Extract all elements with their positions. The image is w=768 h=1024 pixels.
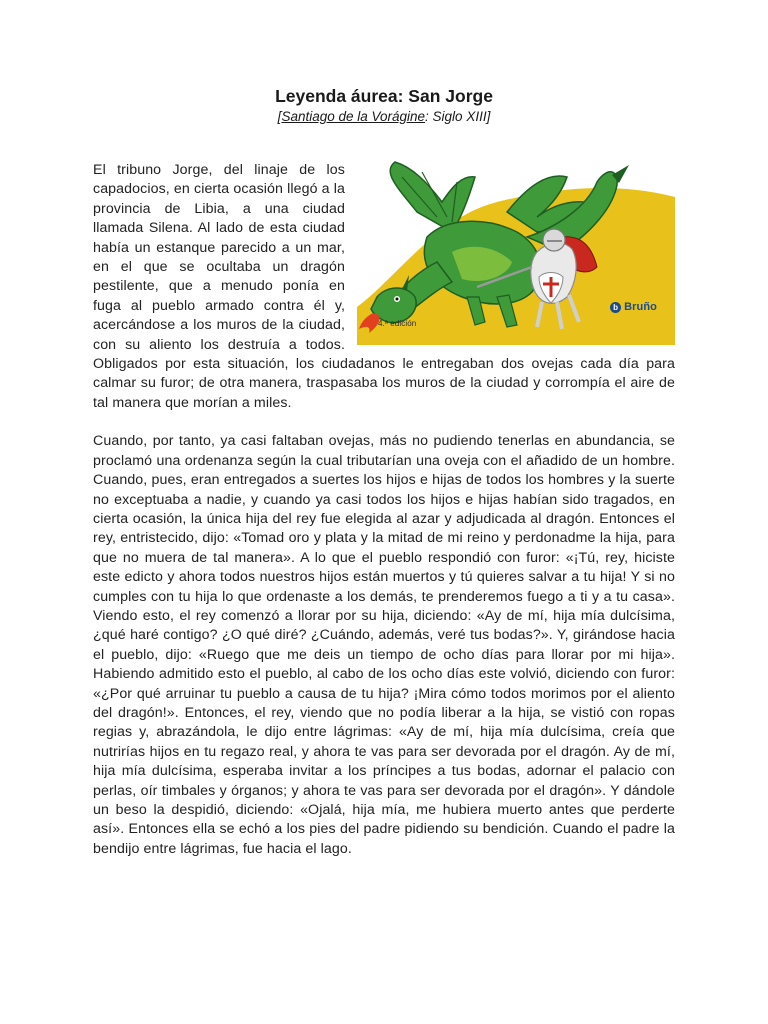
subtitle-bracket-open: [	[277, 109, 282, 124]
document-body	[93, 161, 675, 859]
publisher-logo-icon: b	[610, 302, 621, 313]
publisher-logo-text: Bruño	[624, 300, 657, 313]
document-subtitle	[0, 109, 768, 124]
edition-label: 4.ª edición	[378, 318, 417, 328]
author-link[interactable]: Santiago de la Vorágine	[281, 109, 426, 124]
paragraph: Cuando, por tanto, ya casi faltaban ovejas, más no pudiendo tenerlas en abundancia, se proclamó una ordenanza según la cual tributarían una oveja con el añadido de un hombre. Cuando, pues, eran entregados a suertes los hijos e hijas de todos los hombres y la suerte no exceptuaba a nadie, y cuando ya casi todos los hijos e hijas habían sido tragados, en cierta ocasión, la única hija del rey fue elegida al azar y adjudicada al dragón. Entonces el rey, entristecido, dijo: «Tomad oro y plata y la mitad de mi reino y perdonadme la hija, para que no muera de tal manera». A lo que el pueblo respondió con furor: «¡Tú, rey, hiciste este edicto y ahora todos nuestros hijos están muertos y tú quieres salvar a tu hija! Y si no cumples con tu hija lo que ordenaste a los demás, te prenderemos fuego a ti y a tu casa». Viendo esto, el rey comenzó a llorar por su hija, diciendo: «Ay de mí, hija mía dulcísima, ¿qué haré contigo? ¿O qué diré? ¿Cuándo, además, veré tus bodas?». Y, girándose hacia el pueblo, dijo: «Ruego que me deis un tiempo de ocho días para llorar por mi hija». Habiendo admitido esto el pueblo, al cabo de los ocho días este volvió, diciendo con furor: «¿Por qué arruinar tu pueblo a causa de tu hija? ¡Mira cómo todos morimos por el aliento del dragón!». Entonces, el rey, viendo que no podía liberar a la hija, se vistió con ropas regias y, abrazándola, le dijo entre lágrimas: «Ay de mí, hija mía dulcísima, creía que nutrirías hijos en tu regazo real, y ahora te vas para ser devorada por el dragón. Ay de mí, hija mía dulcísima, esperaba invitar a los príncipes a tus bodas, adornar el palacio con perlas, oír timbales y órganos; y ahora te vas para ser devorada por el dragón». Y dándole un beso la despidió, diciendo: «Ojalá, hija mía, me hubiera muerto antes que perderte así». Entonces ella se echó a los pies del padre pidiendo su bendición. Cuando el padre la bendijo entre lágrimas, fue hacia el lago.	[93, 433, 675, 857]
document-title: Leyenda áurea: San Jorge	[275, 86, 493, 106]
publisher-logo	[610, 298, 657, 317]
paragraph: El tribuno Jorge, del linaje de los capadocios, en cierta ocasión llegó a la provincia de Libia, a una ciudad llamada Silena. Al lado de esta ciudad había un estanque parecido a un mar, en el que se ocultaba un dragón pestilente, que a menudo ponía en fuga al pueblo armado contra él y, acercándose a los muros de la ciudad, con su aliento los destruía a todos. Obligados por esta situación, los ciudadanos le entregaban dos ovejas cada día para calmar su furor; de otra manera, traspasaba los muros de la ciudad y corrompía el aire de tal manera que morían a miles.	[93, 162, 675, 411]
subtitle-rest: : Siglo XIII]	[425, 109, 491, 124]
book-cover-illustration	[357, 157, 675, 345]
